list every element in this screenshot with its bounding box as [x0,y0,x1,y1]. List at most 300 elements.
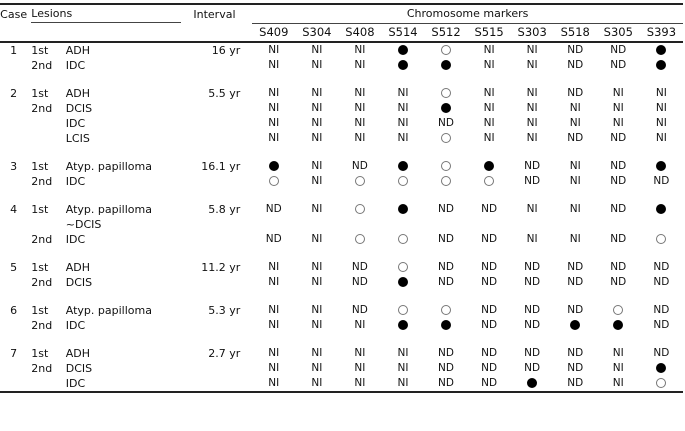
marker-cell-s515: ND [481,303,498,316]
lesion-order: 1st [31,303,49,317]
marker-cell-s518: ND [554,376,597,392]
marker-cell-s512: ND [438,116,454,129]
header-marker-s305: S305 [597,23,640,42]
marker-cell-s393: NI [655,116,667,129]
lesion-order: 1st [31,346,49,360]
table-row [0,303,683,318]
interval: 16 yr [211,43,241,57]
marker-cell-s518: NI [569,101,581,114]
marker-cell-s518: ND [567,58,584,71]
header-lesions-label: Lesions [31,5,181,23]
marker-cell-s409 [252,217,295,232]
interval: 5.8 yr [208,202,241,216]
interval [187,275,252,290]
marker-cell-s303: ND [524,174,541,187]
marker-cell-s409: NI [268,346,280,359]
interval [187,58,252,73]
marker-cell-s514: NI [397,361,409,374]
filled-circle-icon [570,320,580,330]
table-row [0,232,683,247]
marker-cell-s303: ND [524,361,541,374]
interval: 5.5 yr [208,86,241,100]
marker-cell-s409 [252,174,295,189]
filled-circle-icon [656,161,666,171]
lesion-order [27,131,66,146]
interval [187,361,252,376]
table-row [0,217,683,232]
marker-cell-s514 [381,159,424,174]
open-circle-icon [484,176,494,186]
open-circle-icon [441,161,451,171]
marker-cell-s515 [468,174,511,189]
case-spacer [0,247,683,260]
marker-cell-s514: NI [397,131,409,144]
marker-cell-s514: NI [381,376,424,392]
marker-cell-s408: NI [354,131,366,144]
marker-cell-s393 [640,42,683,58]
marker-cell-s518 [554,318,597,333]
case-number [0,232,27,247]
open-circle-icon [398,234,408,244]
lesion-order: 2nd [31,101,53,115]
marker-cell-s393 [640,232,683,247]
marker-cell-s518: ND [567,361,584,374]
interval [187,131,252,146]
marker-cell-s393: NI [655,101,667,114]
lesion-type: IDC [65,174,86,188]
open-circle-icon [441,305,451,315]
marker-cell-s514 [381,318,424,333]
marker-cell-s393: NI [655,131,667,144]
marker-cell-s512 [425,101,468,116]
header-interval: Interval [187,4,252,23]
marker-cell-s408: NI [354,43,366,56]
marker-cell-s304: NI [311,58,323,71]
marker-cell-s409 [252,159,295,174]
marker-cell-s408: ND [351,159,368,172]
open-circle-icon [441,45,451,55]
filled-circle-icon [269,161,279,171]
marker-cell-s304: NI [311,232,323,245]
case-spacer [0,333,683,346]
marker-cell-s408: NI [354,86,366,99]
header-marker-s408: S408 [338,23,381,42]
marker-cell-s408 [338,232,381,247]
marker-cell-s512 [425,159,468,174]
marker-cell-s408: NI [354,361,366,374]
table-row [0,260,683,275]
marker-cell-s305: NI [612,86,624,99]
spacer-cell [0,189,683,202]
case-number: 7 [10,346,18,360]
filled-circle-icon [656,60,666,70]
marker-cell-s305: ND [610,159,627,172]
marker-cell-s515: ND [481,275,498,288]
marker-cell-s409: ND [265,202,282,215]
marker-cell-s512 [425,303,468,318]
marker-cell-s518 [554,217,597,232]
marker-cell-s512: ND [438,361,454,374]
table-row [0,131,683,146]
lesion-type: DCIS [65,361,93,375]
marker-cell-s514 [381,174,424,189]
marker-cell-s393: ND [653,318,670,331]
marker-cell-s514 [381,260,424,275]
marker-cell-s305: ND [610,232,627,245]
marker-cell-s409: ND [265,232,282,245]
marker-cell-s393: ND [653,346,670,359]
header-marker-s304: S304 [295,23,338,42]
marker-cell-s518: NI [569,116,581,129]
interval [187,174,252,189]
marker-cell-s518: ND [567,86,584,99]
interval [187,376,252,392]
filled-circle-icon [398,60,408,70]
lesion-order [27,376,66,392]
spacer-cell [0,146,683,159]
header-marker-s393: S393 [640,23,683,42]
marker-cell-s304: NI [311,174,323,187]
open-circle-icon [398,176,408,186]
open-circle-icon [398,305,408,315]
marker-cell-s305: ND [610,260,627,273]
marker-cell-s303: NI [526,131,538,144]
case-number [0,376,27,392]
marker-cell-s515: ND [481,318,498,331]
case-number: 1 [10,43,18,57]
marker-cell-s304: NI [311,131,323,144]
marker-cell-s409: NI [268,131,280,144]
marker-cell-s409: NI [268,43,280,56]
marker-cell-s514 [381,275,424,290]
open-circle-icon [441,88,451,98]
marker-cell-s515: NI [483,131,495,144]
marker-cell-s305: NI [612,346,624,359]
lesion-type: IDC [65,318,86,332]
marker-cell-s303: NI [526,101,538,114]
header-marker-s303: S303 [511,23,554,42]
marker-cell-s515: ND [481,346,498,359]
marker-cell-s514 [381,58,424,73]
marker-cell-s304: NI [311,303,323,316]
marker-cell-s393: NI [655,86,667,99]
table-body [0,42,683,392]
marker-cell-s409: NI [268,260,280,273]
spacer-cell [0,333,683,346]
open-circle-icon [656,234,666,244]
marker-cell-s304: NI [311,159,323,172]
marker-cell-s514 [381,42,424,58]
marker-cell-s303: ND [524,318,541,331]
case-number: 2 [10,86,18,100]
table-row [0,361,683,376]
lesion-type: IDC [66,376,188,392]
filled-circle-icon [656,204,666,214]
marker-cell-s393 [640,217,683,232]
filled-circle-icon [484,161,494,171]
marker-cell-s303: ND [524,346,541,359]
marker-cell-s409: NI [268,361,280,374]
interval: 11.2 yr [201,260,241,274]
table-row [0,174,683,189]
marker-cell-s515: NI [483,86,495,99]
marker-cell-s393 [640,58,683,73]
marker-cell-s304: NI [311,275,323,288]
marker-cell-s409: NI [268,116,280,129]
marker-cell-s303 [511,376,554,392]
header-marker-s512: S512 [425,23,468,42]
marker-cell-s518: NI [569,202,581,215]
header-chromosome-markers: Chromosome markers [252,4,683,23]
header-blank [27,23,66,42]
case-number: 5 [10,260,18,274]
marker-cell-s515: ND [481,202,498,215]
marker-cell-s512 [425,131,468,146]
open-circle-icon [355,176,365,186]
marker-cell-s515: NI [483,58,495,71]
marker-cell-s518: ND [567,275,584,288]
table-row [0,346,683,361]
header-blank [187,23,252,42]
marker-cell-s393 [640,159,683,174]
header-case: Case [0,4,27,23]
filled-circle-icon [527,378,537,388]
case-number [0,318,27,333]
marker-cell-s409: NI [268,101,280,114]
marker-cell-s515: NI [483,43,495,56]
marker-cell-s303 [511,217,554,232]
marker-cell-s512 [425,86,468,101]
header-blank [66,23,188,42]
header-marker-s518: S518 [554,23,597,42]
marker-cell-s408: ND [351,260,368,273]
lesion-order: 1st [31,159,49,173]
case-spacer [0,189,683,202]
table-row [0,275,683,290]
marker-cell-s512 [425,217,468,232]
case-number [0,101,27,116]
marker-cell-s303: ND [524,159,541,172]
filled-circle-icon [398,277,408,287]
case-number [0,58,27,73]
marker-cell-s305: NI [612,361,624,374]
interval [187,318,252,333]
header-blank [0,23,27,42]
marker-cell-s305 [597,318,640,333]
marker-cell-s304: NI [295,376,338,392]
spacer-cell [0,73,683,86]
marker-cell-s303: ND [524,275,541,288]
open-circle-icon [656,378,666,388]
case-number [0,116,27,131]
case-number [0,361,27,376]
marker-cell-s303: NI [526,43,538,56]
table-row [0,318,683,333]
marker-cell-s409: NI [268,303,280,316]
marker-cell-s304: NI [311,101,323,114]
lesion-order: 1st [31,43,49,57]
marker-cell-s518: ND [567,260,584,273]
marker-cell-s303: NI [526,58,538,71]
marker-cell-s515 [468,217,511,232]
lesion-type: ADH [65,86,91,100]
filled-circle-icon [441,320,451,330]
header-marker-s409: S409 [252,23,295,42]
marker-cell-s408: NI [354,101,366,114]
marker-cell-s408 [338,202,381,217]
marker-cell-s305: ND [610,275,627,288]
header-row-top [0,4,683,23]
marker-cell-s408 [338,174,381,189]
case-number [0,217,27,232]
marker-cell-s512: ND [438,202,454,215]
case-number [0,275,27,290]
marker-cell-s518: ND [567,346,584,359]
marker-cell-s305: NI [612,116,624,129]
lesion-type: ADH [65,346,91,360]
interval [187,232,252,247]
lesion-order: 1st [31,260,49,274]
marker-cell-s305: ND [610,43,627,56]
marker-cell-s304: NI [311,346,323,359]
marker-cell-s518: NI [569,232,581,245]
spacer-cell [0,247,683,260]
marker-cell-s393 [640,376,683,392]
marker-cell-s304: NI [311,318,323,331]
open-circle-icon [398,262,408,272]
marker-cell-s408: NI [338,376,381,392]
marker-cell-s515: NI [483,101,495,114]
marker-cell-s512: ND [425,376,468,392]
open-circle-icon [355,234,365,244]
marker-cell-s518: NI [569,159,581,172]
chromosome-marker-table [0,3,683,393]
table-row [0,42,683,58]
marker-cell-s305: NI [597,376,640,392]
open-circle-icon [613,305,623,315]
filled-circle-icon [613,320,623,330]
marker-cell-s408: NI [354,318,366,331]
marker-cell-s304: NI [311,116,323,129]
interval: 16.1 yr [201,159,241,173]
lesion-order: 2nd [31,361,53,375]
marker-cell-s515: ND [468,376,511,392]
marker-cell-s514 [381,232,424,247]
marker-cell-s515 [468,159,511,174]
lesion-order: 2nd [31,232,53,246]
interval [187,116,252,131]
lesion-type: ~DCIS [65,217,102,231]
marker-cell-s409: NI [268,86,280,99]
filled-circle-icon [398,45,408,55]
case-number: 3 [10,159,18,173]
marker-cell-s304: NI [311,43,323,56]
marker-cell-s408: ND [351,275,368,288]
marker-cell-s393: ND [653,174,670,187]
table-row [0,376,683,392]
header-row-markers [0,23,683,42]
marker-cell-s515: ND [481,260,498,273]
marker-cell-s512 [425,58,468,73]
marker-cell-s303: ND [524,303,541,316]
marker-cell-s518: NI [569,174,581,187]
lesion-type: LCIS [65,131,90,145]
marker-cell-s515: ND [481,361,498,374]
filled-circle-icon [398,161,408,171]
marker-cell-s514: NI [397,346,409,359]
marker-cell-s515: NI [483,116,495,129]
marker-cell-s305: ND [610,174,627,187]
filled-circle-icon [441,103,451,113]
lesion-type: ADH [65,43,91,57]
lesion-order [27,217,66,232]
marker-cell-s408: ND [351,303,368,316]
marker-cell-s305 [597,217,640,232]
marker-cell-s303: NI [526,202,538,215]
marker-cell-s303: NI [526,86,538,99]
marker-cell-s409: NI [268,318,280,331]
marker-cell-s305: ND [610,131,627,144]
table-row [0,116,683,131]
marker-cell-s514: NI [397,101,409,114]
table-row [0,101,683,116]
interval: 5.3 yr [208,303,241,317]
lesion-order: 2nd [31,318,53,332]
marker-cell-s408: NI [354,346,366,359]
marker-cell-s409: NI [252,376,295,392]
marker-cell-s408: NI [354,58,366,71]
marker-cell-s512: ND [438,346,454,359]
marker-cell-s304: NI [311,361,323,374]
table-row [0,202,683,217]
marker-cell-s409: NI [268,58,280,71]
open-circle-icon [269,176,279,186]
marker-cell-s393: ND [653,260,670,273]
marker-cell-s305 [597,303,640,318]
lesion-order: 2nd [31,174,53,188]
header-marker-s514: S514 [381,23,424,42]
marker-cell-s514: NI [397,116,409,129]
marker-cell-s304: NI [311,202,323,215]
case-number: 6 [10,303,18,317]
marker-cell-s304: NI [311,86,323,99]
marker-cell-s303: NI [526,116,538,129]
marker-cell-s512: ND [438,260,454,273]
header-lesions [27,4,187,23]
lesion-order: 2nd [31,58,53,72]
header-marker-s515: S515 [468,23,511,42]
marker-cell-s518: ND [567,303,584,316]
open-circle-icon [441,176,451,186]
marker-cell-s408 [338,217,381,232]
spacer-cell [0,290,683,303]
marker-cell-s518: ND [567,131,584,144]
marker-cell-s303: ND [524,260,541,273]
marker-cell-s512 [425,42,468,58]
lesion-type: DCIS [65,275,93,289]
lesion-type: ADH [65,260,91,274]
marker-cell-s518: ND [567,43,584,56]
lesion-order: 1st [31,86,49,100]
marker-cell-s304 [295,217,338,232]
lesion-order [27,116,66,131]
marker-cell-s512: ND [438,275,454,288]
lesion-order: 1st [31,202,49,216]
marker-cell-s514 [381,202,424,217]
marker-cell-s512 [425,318,468,333]
lesion-type: DCIS [65,101,93,115]
table-row [0,86,683,101]
